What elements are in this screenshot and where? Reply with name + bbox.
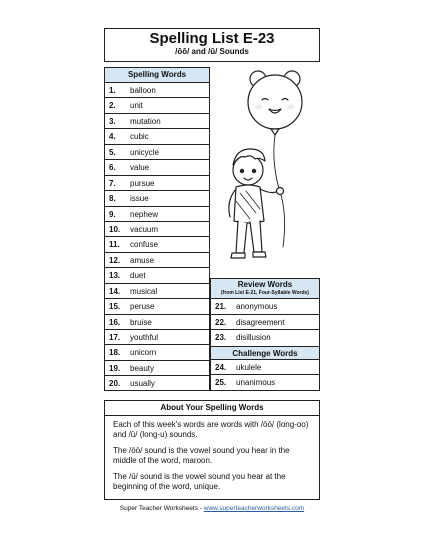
word-row — [211, 299, 319, 315]
word-row — [105, 222, 209, 237]
word-text: unanimous — [236, 378, 276, 388]
word-row — [211, 330, 319, 346]
word-row — [105, 129, 209, 144]
about-text — [105, 416, 319, 492]
word-number: 10. — [109, 224, 121, 234]
word-text: issue — [130, 194, 149, 204]
spelling-words-heading: Spelling Words — [105, 68, 209, 83]
word-row — [211, 315, 319, 331]
footer-link[interactable]: www.superteacherworksheets.com — [203, 505, 305, 512]
word-row — [211, 375, 319, 391]
word-number: 19. — [109, 363, 121, 373]
word-number: 13. — [109, 271, 121, 281]
review-words-heading: Review Words — [237, 280, 293, 289]
word-row — [105, 237, 209, 252]
word-text: balloon — [130, 86, 156, 95]
word-text: anonymous — [236, 302, 278, 311]
word-text: confuse — [130, 240, 159, 250]
word-row — [105, 160, 209, 175]
word-text: disillusion — [236, 333, 271, 343]
footer — [104, 505, 320, 512]
word-number: 14. — [109, 286, 121, 296]
word-number: 2. — [109, 101, 116, 111]
word-number: 16. — [109, 317, 121, 327]
word-text: bruise — [130, 317, 152, 327]
word-row — [105, 253, 209, 268]
word-text: unicycle — [130, 147, 159, 157]
word-text: disagreement — [236, 317, 285, 327]
word-text: unicorn — [130, 348, 157, 358]
word-number: 15. — [109, 302, 121, 312]
balloon-boy-illustration — [210, 67, 320, 278]
spelling-words-rows — [105, 83, 209, 392]
word-text: unit — [130, 101, 143, 111]
review-words-header — [211, 279, 319, 299]
word-text: youthful — [130, 333, 159, 342]
word-text: vacuum — [130, 224, 159, 234]
word-text: peruse — [130, 302, 155, 312]
word-row — [211, 360, 319, 376]
word-row — [105, 176, 209, 191]
word-row — [105, 299, 209, 314]
word-row — [105, 191, 209, 206]
word-text: value — [130, 163, 150, 173]
page-subtitle: /ōō/ and /ū/ Sounds — [175, 47, 249, 56]
word-number: 4. — [109, 132, 116, 142]
word-number: 18. — [109, 348, 121, 358]
review-words-box — [210, 278, 320, 391]
word-number: 24. — [215, 362, 227, 372]
word-number: 17. — [109, 333, 121, 342]
word-text: musical — [130, 286, 158, 296]
about-heading: About Your Spelling Words — [105, 401, 319, 416]
word-row — [105, 268, 209, 283]
word-text: beauty — [130, 363, 155, 373]
word-text: usually — [130, 379, 155, 389]
challenge-words-rows — [211, 360, 319, 391]
about-paragraph: The /ōō/ sound is the vowel sound you hear in the middle of the word, maroon. — [113, 446, 290, 465]
word-text: nephew — [130, 209, 159, 219]
spelling-words-list — [104, 67, 210, 391]
word-number: 1. — [109, 86, 116, 95]
word-number: 22. — [215, 317, 227, 327]
word-row — [105, 376, 209, 391]
word-text: ukulele — [236, 362, 262, 372]
about-paragraph: Each of this week's words are words with /ōō/ (long-oo) and /ū/ (long-u) sounds. — [113, 420, 309, 439]
word-text: duet — [130, 271, 146, 281]
word-number: 20. — [109, 379, 121, 389]
footer-text: Super Teacher Worksheets - — [119, 505, 204, 512]
page-title: Spelling List E-23 — [149, 30, 275, 47]
word-number: 12. — [109, 255, 121, 265]
word-number: 6. — [109, 163, 116, 173]
word-number: 11. — [109, 240, 120, 250]
word-text: pursue — [130, 178, 155, 188]
word-row — [105, 114, 209, 129]
word-row — [105, 361, 209, 376]
word-row — [105, 98, 209, 113]
word-row — [105, 145, 209, 160]
word-number: 23. — [215, 333, 227, 343]
word-number: 3. — [109, 116, 116, 126]
word-number: 5. — [109, 147, 116, 157]
word-number: 25. — [215, 378, 227, 388]
word-row — [105, 83, 209, 98]
word-row — [105, 284, 209, 299]
word-row — [105, 207, 209, 222]
about-paragraph: The /ū/ sound is the vowel sound you hear at the beginning of the word, unique. — [113, 472, 286, 491]
word-number: 7. — [109, 178, 116, 188]
about-box — [104, 400, 320, 500]
word-number: 21. — [215, 302, 227, 311]
word-number: 8. — [109, 194, 116, 204]
word-text: amuse — [130, 255, 155, 265]
word-number: 9. — [109, 209, 116, 219]
word-text: cubic — [130, 132, 149, 142]
word-row — [105, 330, 209, 345]
title-box — [104, 28, 320, 62]
review-words-rows — [211, 299, 319, 346]
challenge-words-heading: Challenge Words — [211, 346, 319, 360]
word-row — [105, 315, 209, 330]
word-text: mutation — [130, 116, 161, 126]
word-row — [105, 345, 209, 360]
boy-with-balloon-icon — [210, 67, 320, 278]
review-words-subheading: (from List E-21, Four-Syllable Words) — [221, 290, 309, 296]
